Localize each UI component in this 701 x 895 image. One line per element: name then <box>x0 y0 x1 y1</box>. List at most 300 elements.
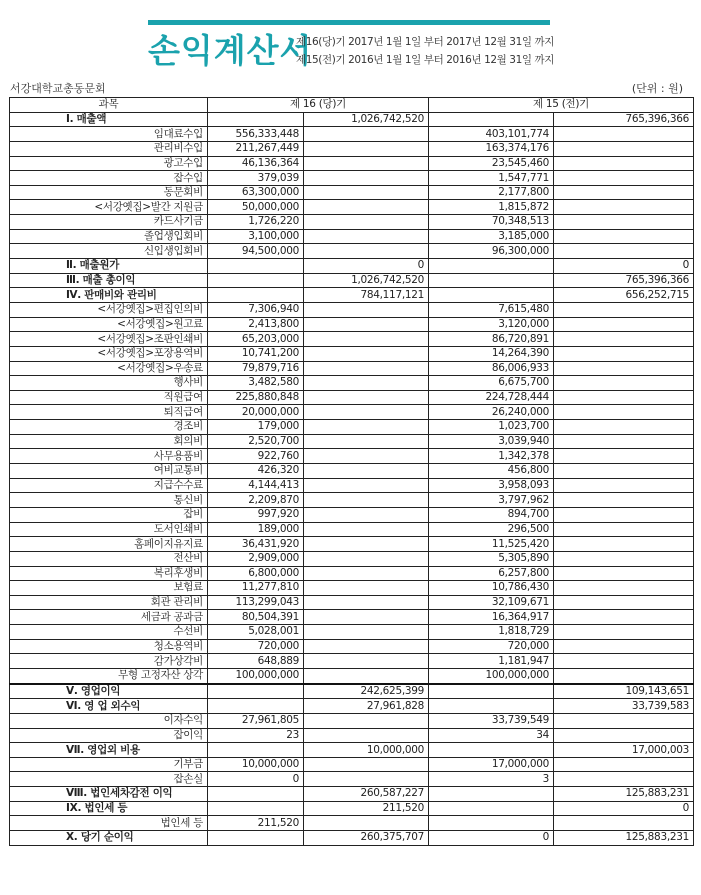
table-row <box>10 171 694 186</box>
table-row <box>10 405 694 420</box>
current-total-amount <box>304 522 429 537</box>
period-current: 제16(당)기 2017년 1월 1일 부터 2017년 12월 31일 까지 <box>296 36 555 48</box>
prior-detail-amount: 1,815,872 <box>429 200 554 215</box>
prior-total-amount <box>554 595 694 610</box>
section-row <box>10 801 694 816</box>
row-item-name: Ⅰ. 매출액 <box>10 112 208 127</box>
current-total-amount: 784,117,121 <box>304 288 429 303</box>
title-accent-bar <box>148 20 550 25</box>
current-detail-amount: 2,209,870 <box>208 493 304 508</box>
row-item-name: 카드사기금 <box>10 215 208 230</box>
current-detail-amount: 10,741,200 <box>208 346 304 361</box>
prior-total-amount: 125,883,231 <box>554 831 694 846</box>
current-detail-amount: 0 <box>208 772 304 787</box>
prior-detail-amount: 7,615,480 <box>429 302 554 317</box>
prior-detail-amount: 34 <box>429 728 554 743</box>
row-item-name: 감가상각비 <box>10 654 208 669</box>
row-item-name: 법인세 등 <box>10 816 208 831</box>
prior-detail-amount: 11,525,420 <box>429 537 554 552</box>
fiscal-periods <box>296 33 554 69</box>
prior-total-amount: 0 <box>554 801 694 816</box>
prior-detail-amount: 720,000 <box>429 639 554 654</box>
row-item-name: Ⅵ. 영 업 외수익 <box>10 699 208 714</box>
current-total-amount <box>304 405 429 420</box>
current-detail-amount: 79,879,716 <box>208 361 304 376</box>
prior-detail-amount: 1,342,378 <box>429 449 554 464</box>
current-detail-amount: 2,520,700 <box>208 434 304 449</box>
section-row <box>10 684 694 699</box>
row-item-name: 청소용역비 <box>10 639 208 654</box>
prior-total-amount <box>554 405 694 420</box>
current-detail-amount <box>208 684 304 699</box>
prior-detail-amount: 894,700 <box>429 507 554 522</box>
current-detail-amount: 5,028,001 <box>208 625 304 640</box>
prior-total-amount <box>554 376 694 391</box>
table-row <box>10 464 694 479</box>
current-total-amount <box>304 420 429 435</box>
prior-total-amount <box>554 654 694 669</box>
prior-total-amount <box>554 390 694 405</box>
table-row <box>10 728 694 743</box>
section-row <box>10 288 694 303</box>
row-item-name: 복리후생비 <box>10 566 208 581</box>
table-row <box>10 420 694 435</box>
section-row <box>10 112 694 127</box>
prior-detail-amount: 70,348,513 <box>429 215 554 230</box>
current-detail-amount: 225,880,848 <box>208 390 304 405</box>
prior-detail-amount: 1,547,771 <box>429 171 554 186</box>
row-item-name: Ⅹ. 당기 순이익 <box>10 831 208 846</box>
current-total-amount <box>304 493 429 508</box>
prior-detail-amount: 32,109,671 <box>429 595 554 610</box>
current-total-amount <box>304 595 429 610</box>
prior-total-amount <box>554 713 694 728</box>
prior-total-amount <box>554 581 694 596</box>
current-detail-amount: 426,320 <box>208 464 304 479</box>
current-detail-amount: 80,504,391 <box>208 610 304 625</box>
row-item-name: 무형 고정자산 상각 <box>10 668 208 683</box>
current-detail-amount <box>208 831 304 846</box>
current-total-amount <box>304 816 429 831</box>
row-item-name: 잡이익 <box>10 728 208 743</box>
current-total-amount <box>304 566 429 581</box>
current-total-amount <box>304 185 429 200</box>
prior-total-amount <box>554 493 694 508</box>
table-row <box>10 507 694 522</box>
prior-detail-amount: 10,786,430 <box>429 581 554 596</box>
current-detail-amount: 2,413,800 <box>208 317 304 332</box>
prior-detail-amount: 163,374,176 <box>429 141 554 156</box>
current-detail-amount: 3,482,580 <box>208 376 304 391</box>
row-item-name: 임대료수입 <box>10 127 208 142</box>
section-row <box>10 699 694 714</box>
row-item-name: 행사비 <box>10 376 208 391</box>
current-detail-amount: 4,144,413 <box>208 478 304 493</box>
row-item-name: 신입생입회비 <box>10 244 208 259</box>
prior-total-amount <box>554 332 694 347</box>
current-total-amount <box>304 302 429 317</box>
prior-detail-amount: 96,300,000 <box>429 244 554 259</box>
table-row <box>10 141 694 156</box>
current-total-amount <box>304 361 429 376</box>
table-header-row <box>10 98 694 113</box>
current-total-amount: 260,375,707 <box>304 831 429 846</box>
section-row <box>10 787 694 802</box>
table-row <box>10 215 694 230</box>
prior-total-amount <box>554 478 694 493</box>
table-row <box>10 713 694 728</box>
current-detail-amount <box>208 259 304 274</box>
row-item-name: <서강옛집>조판인쇄비 <box>10 332 208 347</box>
prior-detail-amount: 3,185,000 <box>429 229 554 244</box>
row-item-name: <서강옛집>포장용역비 <box>10 346 208 361</box>
table-row <box>10 390 694 405</box>
prior-total-amount <box>554 229 694 244</box>
table-row <box>10 772 694 787</box>
row-item-name: 잡손실 <box>10 772 208 787</box>
table-row <box>10 376 694 391</box>
prior-detail-amount: 3,120,000 <box>429 317 554 332</box>
prior-detail-amount <box>429 273 554 288</box>
prior-total-amount <box>554 537 694 552</box>
row-item-name: 회의비 <box>10 434 208 449</box>
section-row <box>10 831 694 846</box>
row-item-name: Ⅲ. 매출 총이익 <box>10 273 208 288</box>
current-total-amount <box>304 376 429 391</box>
prior-total-amount <box>554 361 694 376</box>
current-detail-amount <box>208 288 304 303</box>
current-detail-amount <box>208 699 304 714</box>
prior-detail-amount: 2,177,800 <box>429 185 554 200</box>
row-item-name: <서강옛집>원고료 <box>10 317 208 332</box>
row-item-name: 수선비 <box>10 625 208 640</box>
current-total-amount <box>304 332 429 347</box>
prior-detail-amount: 1,023,700 <box>429 420 554 435</box>
section-row <box>10 743 694 758</box>
prior-detail-amount: 6,257,800 <box>429 566 554 581</box>
current-total-amount <box>304 390 429 405</box>
prior-total-amount: 17,000,003 <box>554 743 694 758</box>
current-detail-amount: 720,000 <box>208 639 304 654</box>
table-row <box>10 185 694 200</box>
current-detail-amount: 922,760 <box>208 449 304 464</box>
current-total-amount <box>304 215 429 230</box>
row-item-name: 잡수입 <box>10 171 208 186</box>
prior-total-amount: 765,396,366 <box>554 112 694 127</box>
table-row <box>10 346 694 361</box>
prior-detail-amount <box>429 787 554 802</box>
current-detail-amount: 6,800,000 <box>208 566 304 581</box>
current-total-amount <box>304 625 429 640</box>
prior-total-amount: 33,739,583 <box>554 699 694 714</box>
prior-total-amount <box>554 449 694 464</box>
table-row <box>10 332 694 347</box>
prior-detail-amount <box>429 288 554 303</box>
row-item-name: 도서인쇄비 <box>10 522 208 537</box>
row-item-name: 기부금 <box>10 757 208 772</box>
prior-detail-amount: 403,101,774 <box>429 127 554 142</box>
table-row <box>10 639 694 654</box>
prior-total-amount <box>554 127 694 142</box>
current-detail-amount: 379,039 <box>208 171 304 186</box>
prior-total-amount <box>554 434 694 449</box>
current-detail-amount: 648,889 <box>208 654 304 669</box>
prior-total-amount <box>554 625 694 640</box>
prior-detail-amount: 3,039,940 <box>429 434 554 449</box>
prior-detail-amount <box>429 743 554 758</box>
prior-total-amount <box>554 141 694 156</box>
current-detail-amount: 11,277,810 <box>208 581 304 596</box>
section-row <box>10 273 694 288</box>
current-detail-amount: 7,306,940 <box>208 302 304 317</box>
prior-total-amount <box>554 551 694 566</box>
current-detail-amount: 94,500,000 <box>208 244 304 259</box>
current-total-amount <box>304 200 429 215</box>
current-total-amount <box>304 244 429 259</box>
current-total-amount <box>304 464 429 479</box>
prior-detail-amount: 14,264,390 <box>429 346 554 361</box>
prior-detail-amount: 100,000,000 <box>429 668 554 683</box>
table-row <box>10 302 694 317</box>
current-total-amount <box>304 346 429 361</box>
current-detail-amount <box>208 787 304 802</box>
row-item-name: 세금과 공과금 <box>10 610 208 625</box>
table-row <box>10 816 694 831</box>
row-item-name: 직원급여 <box>10 390 208 405</box>
prior-total-amount <box>554 420 694 435</box>
prior-total-amount <box>554 185 694 200</box>
current-total-amount: 0 <box>304 259 429 274</box>
row-item-name: 통신비 <box>10 493 208 508</box>
prior-total-amount <box>554 566 694 581</box>
current-detail-amount: 556,333,448 <box>208 127 304 142</box>
current-total-amount <box>304 713 429 728</box>
current-total-amount <box>304 728 429 743</box>
prior-total-amount <box>554 464 694 479</box>
prior-total-amount <box>554 728 694 743</box>
table-row <box>10 200 694 215</box>
current-total-amount <box>304 156 429 171</box>
row-item-name: <서강옛집>편집인의비 <box>10 302 208 317</box>
current-total-amount <box>304 127 429 142</box>
current-total-amount <box>304 434 429 449</box>
prior-detail-amount: 86,720,891 <box>429 332 554 347</box>
row-item-name: 보험료 <box>10 581 208 596</box>
current-detail-amount: 27,961,805 <box>208 713 304 728</box>
current-detail-amount: 65,203,000 <box>208 332 304 347</box>
current-detail-amount: 63,300,000 <box>208 185 304 200</box>
current-total-amount <box>304 668 429 683</box>
current-total-amount <box>304 229 429 244</box>
table-row <box>10 668 694 683</box>
table-row <box>10 610 694 625</box>
current-detail-amount: 10,000,000 <box>208 757 304 772</box>
section-row <box>10 259 694 274</box>
current-detail-amount: 189,000 <box>208 522 304 537</box>
row-item-name: 광고수입 <box>10 156 208 171</box>
prior-detail-amount: 224,728,444 <box>429 390 554 405</box>
row-item-name: Ⅷ. 법인세차감전 이익 <box>10 787 208 802</box>
prior-detail-amount: 5,305,890 <box>429 551 554 566</box>
current-total-amount: 10,000,000 <box>304 743 429 758</box>
prior-total-amount <box>554 522 694 537</box>
header-prior: 제 15 (전)기 <box>429 98 694 113</box>
table-row <box>10 127 694 142</box>
current-detail-amount <box>208 112 304 127</box>
current-total-amount <box>304 171 429 186</box>
prior-detail-amount <box>429 801 554 816</box>
current-detail-amount <box>208 743 304 758</box>
row-item-name: 홈페이지유지료 <box>10 537 208 552</box>
table-row <box>10 551 694 566</box>
current-detail-amount: 23 <box>208 728 304 743</box>
prior-total-amount: 765,396,366 <box>554 273 694 288</box>
table-row <box>10 434 694 449</box>
prior-total-amount <box>554 639 694 654</box>
row-item-name: Ⅸ. 법인세 등 <box>10 801 208 816</box>
prior-total-amount <box>554 302 694 317</box>
prior-total-amount: 0 <box>554 259 694 274</box>
organization-name: 서강대학교총동문회 <box>10 82 106 95</box>
page-title: 손익계산서 <box>148 31 313 70</box>
prior-detail-amount: 3 <box>429 772 554 787</box>
row-item-name: 전산비 <box>10 551 208 566</box>
prior-detail-amount: 3,797,962 <box>429 493 554 508</box>
prior-total-amount <box>554 772 694 787</box>
current-detail-amount: 3,100,000 <box>208 229 304 244</box>
current-total-amount: 1,026,742,520 <box>304 273 429 288</box>
prior-total-amount <box>554 507 694 522</box>
table-row <box>10 493 694 508</box>
table-row <box>10 156 694 171</box>
current-total-amount: 260,587,227 <box>304 787 429 802</box>
prior-total-amount <box>554 346 694 361</box>
table-row <box>10 478 694 493</box>
row-item-name: Ⅱ. 매출원가 <box>10 259 208 274</box>
row-item-name: <서강옛집>발간 지원금 <box>10 200 208 215</box>
table-row <box>10 522 694 537</box>
current-total-amount <box>304 654 429 669</box>
prior-detail-amount <box>429 684 554 699</box>
prior-detail-amount <box>429 699 554 714</box>
prior-total-amount <box>554 668 694 683</box>
prior-detail-amount: 3,958,093 <box>429 478 554 493</box>
prior-detail-amount: 26,240,000 <box>429 405 554 420</box>
header-current: 제 16 (당)기 <box>208 98 429 113</box>
current-detail-amount: 1,726,220 <box>208 215 304 230</box>
current-detail-amount: 211,267,449 <box>208 141 304 156</box>
prior-total-amount <box>554 215 694 230</box>
table-row <box>10 449 694 464</box>
current-detail-amount: 36,431,920 <box>208 537 304 552</box>
prior-total-amount <box>554 610 694 625</box>
prior-detail-amount: 296,500 <box>429 522 554 537</box>
current-total-amount <box>304 317 429 332</box>
row-item-name: 회관 관리비 <box>10 595 208 610</box>
prior-detail-amount: 33,739,549 <box>429 713 554 728</box>
row-item-name: 이자수익 <box>10 713 208 728</box>
current-total-amount <box>304 772 429 787</box>
row-item-name: 경조비 <box>10 420 208 435</box>
row-item-name: Ⅳ. 판매비와 관리비 <box>10 288 208 303</box>
current-total-amount <box>304 537 429 552</box>
current-total-amount <box>304 449 429 464</box>
current-total-amount: 242,625,399 <box>304 684 429 699</box>
current-total-amount <box>304 141 429 156</box>
current-detail-amount: 211,520 <box>208 816 304 831</box>
current-total-amount: 211,520 <box>304 801 429 816</box>
row-item-name: Ⅴ. 영업이익 <box>10 684 208 699</box>
row-item-name: 퇴직급여 <box>10 405 208 420</box>
current-detail-amount <box>208 801 304 816</box>
header-item: 과목 <box>10 98 208 113</box>
prior-detail-amount: 6,675,700 <box>429 376 554 391</box>
row-item-name: 관리비수입 <box>10 141 208 156</box>
table-row <box>10 566 694 581</box>
table-row <box>10 229 694 244</box>
current-total-amount <box>304 507 429 522</box>
current-detail-amount: 997,920 <box>208 507 304 522</box>
row-item-name: 사무용품비 <box>10 449 208 464</box>
table-row <box>10 317 694 332</box>
prior-total-amount <box>554 244 694 259</box>
prior-total-amount <box>554 200 694 215</box>
current-detail-amount: 179,000 <box>208 420 304 435</box>
prior-detail-amount: 86,006,933 <box>429 361 554 376</box>
prior-detail-amount: 0 <box>429 831 554 846</box>
current-total-amount <box>304 581 429 596</box>
current-detail-amount: 100,000,000 <box>208 668 304 683</box>
current-total-amount <box>304 551 429 566</box>
current-detail-amount: 46,136,364 <box>208 156 304 171</box>
current-total-amount: 1,026,742,520 <box>304 112 429 127</box>
prior-total-amount: 109,143,651 <box>554 684 694 699</box>
current-total-amount <box>304 478 429 493</box>
current-detail-amount: 50,000,000 <box>208 200 304 215</box>
prior-detail-amount: 1,181,947 <box>429 654 554 669</box>
prior-detail-amount: 17,000,000 <box>429 757 554 772</box>
current-total-amount <box>304 639 429 654</box>
current-detail-amount <box>208 273 304 288</box>
table-row <box>10 361 694 376</box>
prior-detail-amount: 456,800 <box>429 464 554 479</box>
row-item-name: 졸업생입회비 <box>10 229 208 244</box>
period-prior: 제15(전)기 2016년 1월 1일 부터 2016년 12월 31일 까지 <box>296 54 555 66</box>
current-total-amount: 27,961,828 <box>304 699 429 714</box>
table-row <box>10 625 694 640</box>
income-statement-table <box>9 97 694 846</box>
table-row <box>10 244 694 259</box>
row-item-name: 동문회비 <box>10 185 208 200</box>
prior-detail-amount: 16,364,917 <box>429 610 554 625</box>
row-item-name: 지급수수료 <box>10 478 208 493</box>
prior-total-amount: 656,252,715 <box>554 288 694 303</box>
current-total-amount <box>304 610 429 625</box>
row-item-name: Ⅶ. 영업외 비용 <box>10 743 208 758</box>
prior-detail-amount <box>429 259 554 274</box>
table-row <box>10 654 694 669</box>
row-item-name: 여비교통비 <box>10 464 208 479</box>
table-row <box>10 581 694 596</box>
table-row <box>10 537 694 552</box>
prior-total-amount: 125,883,231 <box>554 787 694 802</box>
current-detail-amount: 113,299,043 <box>208 595 304 610</box>
current-detail-amount: 20,000,000 <box>208 405 304 420</box>
row-item-name: 잡비 <box>10 507 208 522</box>
prior-detail-amount: 1,818,729 <box>429 625 554 640</box>
table-row <box>10 757 694 772</box>
prior-total-amount <box>554 156 694 171</box>
